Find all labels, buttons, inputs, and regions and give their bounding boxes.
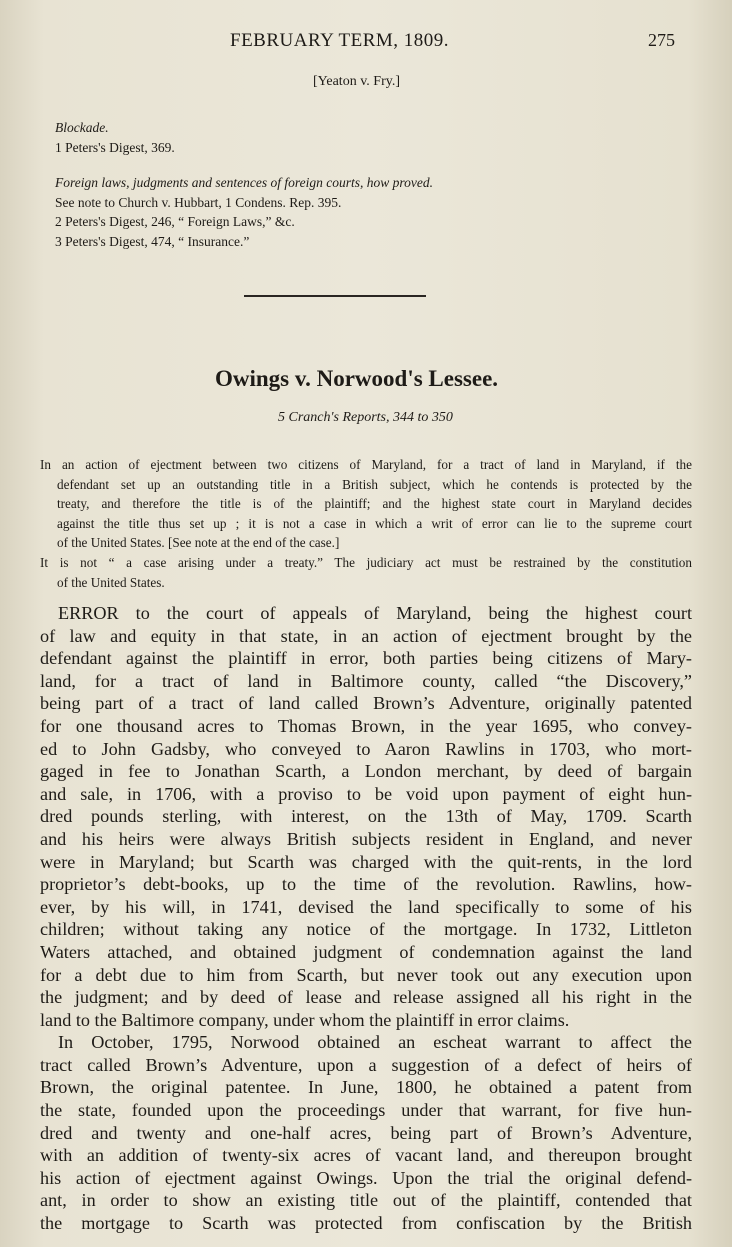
headnote-line: treaty, and therefore the title is of the plaintiff; and the highest state court in Maryland decides — [57, 496, 692, 512]
body-line: ERROR to the court of appeals of Maryland, being the highest court — [58, 603, 692, 623]
section-divider — [244, 295, 426, 297]
body-line: of law and equity in that state, in an action of ejectment brought by the — [40, 625, 692, 646]
body-line: land, for a tract of land in Baltimore county, called “the Discovery,” — [40, 670, 692, 691]
body-line: Brown, the original patentee. In June, 1800, he obtained a patent from — [40, 1077, 692, 1098]
note-line: See note to Church v. Hubbart, 1 Condens. Rep. 395. — [55, 194, 342, 210]
note-line: 1 Peters's Digest, 369. — [55, 139, 175, 155]
body-line: dred and twenty and one-half acres, being part of Brown’s Adventure, — [40, 1122, 692, 1143]
body-line: with an addition of twenty-six acres of vacant land, and thereupon brought — [40, 1145, 692, 1166]
case-reference: [Yeaton v. Fry.] — [313, 74, 400, 89]
body-line: for one thousand acres to Thomas Brown, in the year 1695, who convey- — [40, 715, 692, 736]
headnote — [40, 455, 692, 592]
case-citation: 5 Cranch's Reports, 344 to 350 — [278, 410, 453, 425]
running-header: FEBRUARY TERM, 1809. — [230, 30, 450, 51]
headnote-line: of the United States. — [57, 574, 165, 590]
headnote-line: It is not “ a case arising under a treaty.” The judiciary act must be restrained by the constitution — [40, 554, 692, 570]
body-line: In October, 1795, Norwood obtained an escheat warrant to affect the — [58, 1032, 692, 1053]
body-line: the state, founded upon the proceedings under that warrant, for five hun- — [40, 1100, 692, 1121]
headnote-line: against the title thus set up ; it is not a case in which a writ of error can lie to the supreme court — [57, 515, 692, 531]
body-line: tract called Brown’s Adventure, upon a suggestion of a defect of heirs of — [40, 1054, 692, 1075]
body-line: ant, in order to show an existing title out of the plaintiff, contended that — [40, 1190, 692, 1211]
body-line: ed to John Gadsby, who conveyed to Aaron Rawlins in 1703, who mort- — [40, 738, 692, 759]
body-line: the judgment; and by deed of lease and release assigned all his right in the — [40, 987, 692, 1008]
note-line: 2 Peters's Digest, 246, “ Foreign Laws,” &c. — [55, 214, 295, 229]
body-line: children; without taking any notice of the mortgage. In 1732, Littleton — [40, 919, 692, 940]
body-line: proprietor’s debt-books, up to the time of the revolution. Rawlins, how- — [40, 874, 692, 895]
headnote-line: of the United States. [See note at the end of the case.] — [57, 535, 340, 551]
headnote-line: In an action of ejectment between two citizens of Maryland, for a tract of land in Maryland, if the — [40, 457, 692, 472]
note-heading: Blockade. — [55, 120, 109, 135]
body-line: and his heirs were always British subjects resident in England, and never — [40, 828, 692, 849]
body-text — [40, 602, 692, 1235]
body-line: Waters attached, and obtained judgment of condemnation against the land — [40, 941, 692, 962]
body-line: were in Maryland; but Scarth was charged with the quit-rents, in the lord — [40, 851, 692, 872]
body-line: dred pounds sterling, with interest, on the 13th of May, 1709. Scarth — [40, 806, 692, 827]
notes-section — [55, 118, 433, 251]
body-line: ever, by his will, in 1741, devised the land specifically to some of his — [40, 896, 692, 917]
headnote-line: defendant set up an outstanding title in a British subject, which he contends is protected by the — [57, 476, 692, 492]
body-line: for a debt due to him from Scarth, but never took out any execution upon — [40, 964, 692, 985]
note-line: 3 Peters's Digest, 474, “ Insurance.” — [55, 233, 250, 249]
body-line: the mortgage to Scarth was protected from confiscation by the British — [40, 1213, 692, 1234]
body-line: and sale, in 1706, with a proviso to be void upon payment of eight hun- — [40, 783, 692, 804]
body-line: being part of a tract of land called Brown’s Adventure, originally patented — [40, 693, 692, 714]
body-line: gaged in fee to Jonathan Scarth, a London merchant, by deed of bargain — [40, 761, 692, 782]
case-title: Owings v. Norwood's Lessee. — [215, 366, 499, 391]
page-number: 275 — [648, 30, 675, 50]
body-line: land to the Baltimore company, under whom the plaintiff in error claims. — [40, 1009, 570, 1030]
body-line: defendant against the plaintiff in error, both parties being citizens of Mary- — [40, 648, 692, 669]
note-heading: Foreign laws, judgments and sentences of foreign courts, how proved. — [55, 175, 433, 190]
body-line: his action of ejectment against Owings. Upon the trial the original defend- — [40, 1167, 692, 1188]
